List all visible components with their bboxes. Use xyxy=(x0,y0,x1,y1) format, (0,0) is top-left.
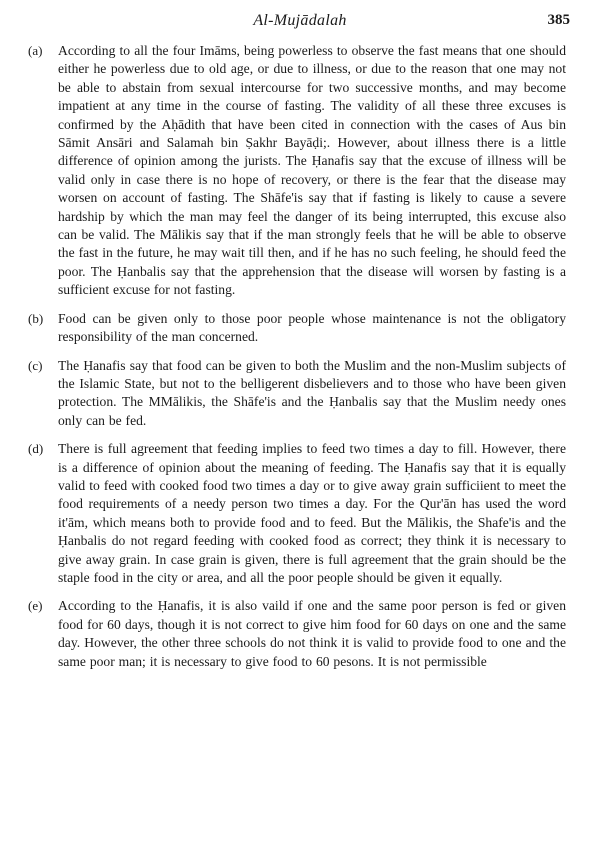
item-paragraph: According to all the four Imāms, being powerless to observe the fast means that one should either he powerless due to old age, or due to illness, or due to the reason that one may not be able to abstain from sexual intercourse for two successive months, and may become impatient at any time in the course of fasting. The validity of all these three excuses is confirmed by the Aḥādith that have been cited in connection with the cases of Aus bin Sāmit Ansāri and Salamah bin Ṣakhr Bayāḍi;. However, about illness there is a little difference of opinion among the jurists. The Ḥanafis say that the excuse of illness will be valid only in case there is no hope of recovery, or there is the fear that the disease may worsen on account of fasting. The Shāfe'is say that if fasting is likely to cause a severe hardship by which the man may feel the danger of its being interrupted, this excuse also can be valid. The Mālikis say that if the man strongly feels that he will be able to observe the fast in the future, he may wait till then, and if he has no such feeling, he should feed the poor. The Ḥanbalis say that the apprehension that the disease will worsen by fasting is a sufficient excuse for not fasting. xyxy=(58,43,566,298)
page-number: 385 xyxy=(547,12,570,28)
item-marker: (e) xyxy=(28,598,43,614)
running-title: Al-Mujādalah xyxy=(253,12,347,29)
item-paragraph: According to the Ḥanafis, it is also vaild if one and the same poor person is fed or given food for 60 days, though it is not correct to give him food for 60 days on one and the same day. However, the other three schools do not think it is valid to provide food to one and the same poor man; it is necessary to give food to 60 pesons. It is not permissible xyxy=(58,598,566,669)
list-item-d xyxy=(28,440,566,587)
item-paragraph: There is full agreement that feeding implies to feed two times a day to fill. However, there is a difference of opinion about the meaning of feeding. The Ḥanafis say that it is equally valid to feed with cooked food two times a day or to give away grain sufficiient to meet the food requirements of a needy person two times a day. For the Qur'ān has used the word it'ām, which means both to provide food and to feed. But the Mālikis, the Shafe'is and the Ḥanbalis do not regard feeding with cooked food as correct; they think it is necessary to give away grain. In case grain is given, there is full agreement that the grain should be the staple food in the city or area, and all the poor people should be given it equally. xyxy=(58,441,566,585)
item-paragraph: The Ḥanafis say that food can be given to both the Muslim and the non-Muslim subjects of the Islamic State, but not to the belligerent disbelievers and to those who have been given protection. The MMālikis, the Shāfe'is and the Ḥanbalis say that the Muslim needy ones only can be fed. xyxy=(58,357,566,428)
item-marker: (c) xyxy=(28,357,43,373)
page-body xyxy=(28,42,566,681)
item-marker: (b) xyxy=(28,310,44,326)
item-marker: (d) xyxy=(28,441,44,457)
list-item-b xyxy=(28,310,566,347)
list-item-a xyxy=(28,42,566,300)
list-item-e xyxy=(28,597,566,671)
item-paragraph: Food can be given only to those poor people whose maintenance is not the obligatory responsibility of the man concerned. xyxy=(58,310,566,345)
list-item-c xyxy=(28,357,566,431)
item-marker: (a) xyxy=(28,43,43,58)
page-header xyxy=(0,10,600,36)
